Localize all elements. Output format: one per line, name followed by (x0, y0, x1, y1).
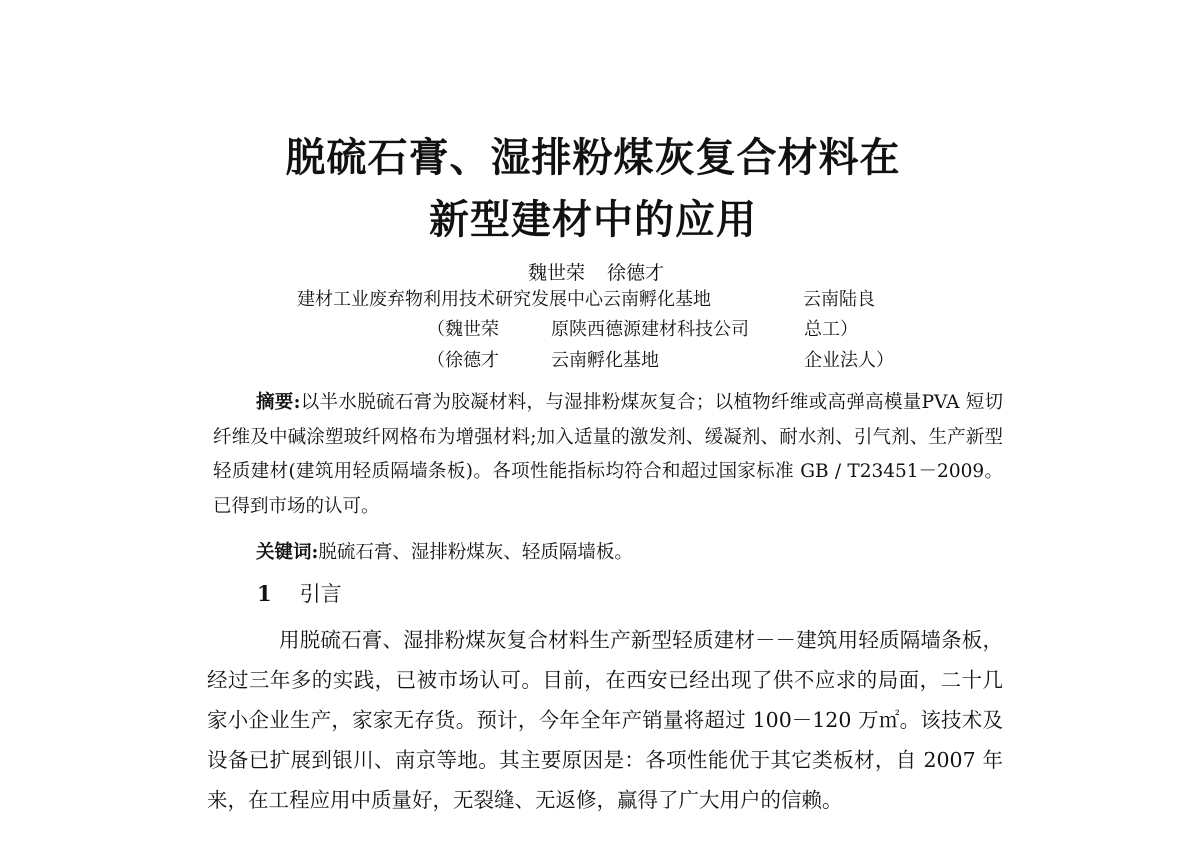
abstract-text: 以半水脱硫石膏为胶凝材料，与湿排粉煤灰复合；以植物纤维或高弹高模量PVA 短切纤维及中碱涂塑玻纤网格布为增强材料;加入适量的激发剂、缓凝剂、耐水剂、引气剂、生产新型轻质建材(建筑用轻质隔墙条板)。各项性能指标均符合和超过国家标准 GB / T23451－2009。已得到市场的认可。 (213, 392, 1004, 517)
author-name: 徐德才 (607, 262, 665, 284)
affiliation-role: 总工） (804, 319, 858, 340)
paper-title-line-2: 新型建材中的应用 (429, 197, 757, 243)
affiliation-author-name: （魏世荣 (427, 319, 499, 340)
author-name: 魏世荣 (527, 262, 585, 284)
section-heading (257, 583, 342, 605)
abstract-label: 摘要: (256, 392, 301, 413)
section-title: 引言 (299, 582, 342, 606)
keywords-text: 脱硫石膏、湿排粉煤灰、轻质隔墙板。 (318, 542, 633, 563)
keywords-label: 关键词: (256, 542, 319, 563)
body-paragraph: 用脱硫石膏、湿排粉煤灰复合材料生产新型轻质建材－－建筑用轻质隔墙条板，经过三年多的实践，已被市场认可。目前，在西安已经出现了供不应求的局面，二十几家小企业生产，家家无存货。预计，今年全年产销量将超过 100－120 万㎡。该技术及设备已扩展到银川、南京等地。其主要原因是：各项性能优于其它类板材，自 2007 年来，在工程应用中质量好，无裂缝、无返修，赢得了广大用户的信赖。 (207, 628, 1003, 812)
affiliation-author-name: （徐德才 (427, 350, 499, 371)
keywords-line (256, 544, 633, 563)
affiliation-organization: 云南孵化基地 (551, 350, 659, 371)
paper-title-line-1: 脱硫石膏、湿排粉煤灰复合材料在 (285, 135, 901, 181)
affiliation-location: 云南陆良 (803, 289, 875, 310)
author-list (0, 258, 1196, 285)
affiliation-role: 企业法人） (804, 350, 894, 371)
abstract-paragraph (213, 386, 1003, 524)
section-number: 1 (257, 581, 272, 606)
affiliation-organization: 原陕西德源建材科技公司 (551, 319, 749, 340)
affiliation-organization: 建材工业废弃物利用技术研究发展中心云南孵化基地 (297, 289, 711, 310)
